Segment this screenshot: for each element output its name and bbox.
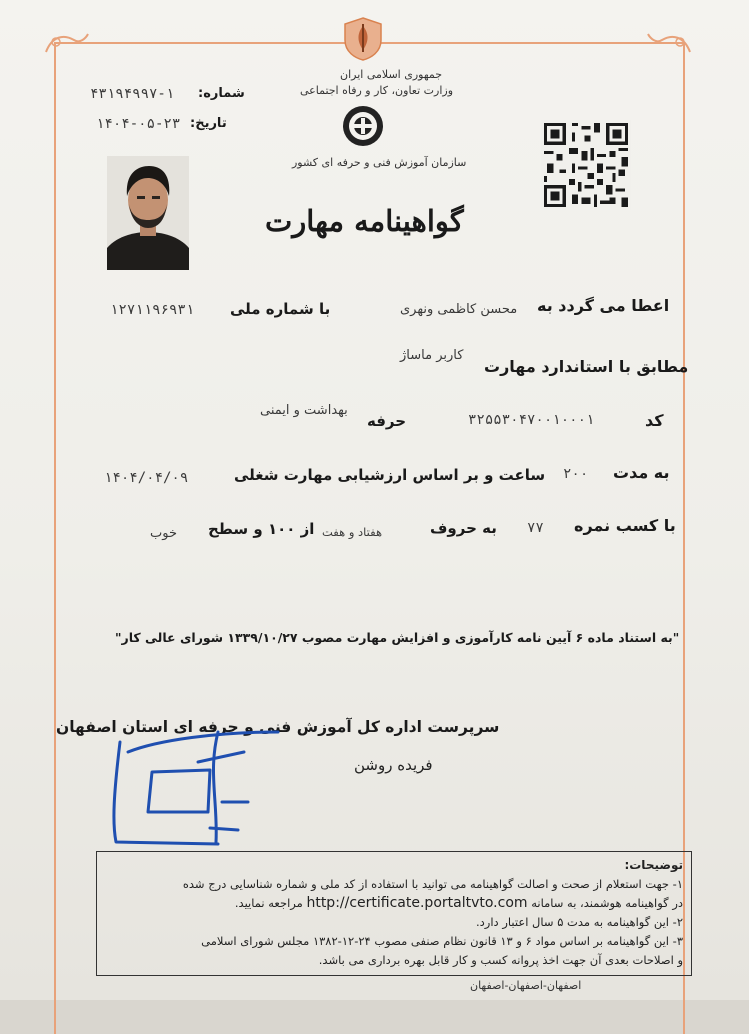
level-label: از ۱۰۰ و سطح: [208, 520, 315, 538]
notes-line-3: ۲- این گواهینامه به مدت ۵ سال اعتبار دارد.: [476, 915, 683, 929]
score-words-value: هفتاد و هفت: [322, 525, 383, 539]
date-label: تاریخ:: [190, 116, 227, 131]
date-value: ۱۴۰۴-۰۵-۲۳: [96, 116, 181, 132]
corner-ornament-right-icon: [646, 32, 692, 54]
trade-label: حرفه: [367, 412, 407, 430]
iran-emblem-icon: [341, 16, 385, 62]
notes-line-2-end: مراجعه نمایید.: [234, 896, 303, 910]
holder-name: محسن کاظمی ونهری: [400, 302, 518, 317]
score-label: با کسب نمره: [574, 516, 676, 535]
granted-label: اعطا می گردد به: [537, 296, 670, 315]
handwritten-signature-icon: [98, 712, 298, 862]
certificate-title: گواهینامه مهارت: [265, 204, 464, 238]
tvto-logo-icon: [341, 104, 385, 148]
duration-value: ۲۰۰: [563, 466, 589, 482]
notes-title: توضیحات:: [624, 858, 683, 872]
standard-label: مطابق با استاندارد مهارت: [484, 357, 689, 376]
duration-label: به مدت: [613, 463, 670, 482]
national-id-label: با شماره ملی: [230, 300, 331, 318]
notes-line-2: [105, 894, 683, 913]
notes-line-5: و اصلاحات بعدی آن جهت اخذ پروانه کسب و کار قابل بهره برداری می باشد.: [318, 953, 683, 967]
code-value: ۳۲۵۵۳۰۴۷۰۰۱۰۰۰۱: [468, 412, 595, 428]
notes-line-1: ۱- جهت استعلام از صحت و اصالت گواهینامه می توانید با استفاده از کد ملی و شماره شناسایی درج شده: [182, 877, 683, 891]
corner-ornament-left-icon: [44, 32, 90, 54]
number-value: ۴۳۱۹۴۹۹۷-۱: [90, 86, 175, 102]
signatory-name: فریده روشن: [354, 756, 433, 774]
verification-url[interactable]: http://certificate.portaltvto.com: [306, 895, 528, 911]
level-value: خوب: [150, 526, 177, 541]
score-value: ۷۷: [527, 520, 544, 536]
legal-note: "به استناد ماده ۶ آیین نامه کارآموزی و افزایش مهارت مصوب ۱۳۳۹/۱۰/۲۷ شورای عالی کار": [115, 630, 680, 645]
trade-value: بهداشت و ایمنی: [260, 403, 348, 418]
notes-line-2-start: در گواهینامه هوشمند، به سامانه: [531, 896, 683, 910]
number-label: شماره:: [198, 86, 245, 101]
notes-box: [96, 851, 692, 976]
national-id-value: ۱۲۷۱۱۹۶۹۳۱: [110, 302, 195, 318]
evaluation-date: ۱۴۰۴/۰۴/۰۹: [104, 470, 189, 486]
notes-line-4: ۳- این گواهینامه بر اساس مواد ۶ و ۱۳ قانون نظام صنفی مصوب ۲۴-۱۲-۱۳۸۲ مجلس شورای اسلامی: [201, 934, 683, 948]
qr-code-icon: [541, 120, 631, 210]
standard-value: کاربر ماساژ: [400, 348, 464, 363]
hours-label: ساعت و بر اساس ارزشیابی مهارت شغلی: [234, 466, 546, 484]
signatory-title: سرپرست اداره کل آموزش فنی و حرفه ای استان اصفهان: [56, 718, 500, 736]
ministry-text: وزارت تعاون، کار و رفاه اجتماعی: [300, 84, 454, 97]
republic-text: جمهوری اسلامی ایران: [340, 68, 443, 81]
organization-text: سازمان آموزش فنی و حرفه ای کشور: [292, 156, 467, 169]
footer-location: اصفهان-اصفهان-اصفهان: [470, 979, 582, 992]
code-label: کد: [645, 411, 664, 430]
holder-photo: [107, 156, 189, 270]
score-words-label: به حروف: [430, 519, 497, 537]
